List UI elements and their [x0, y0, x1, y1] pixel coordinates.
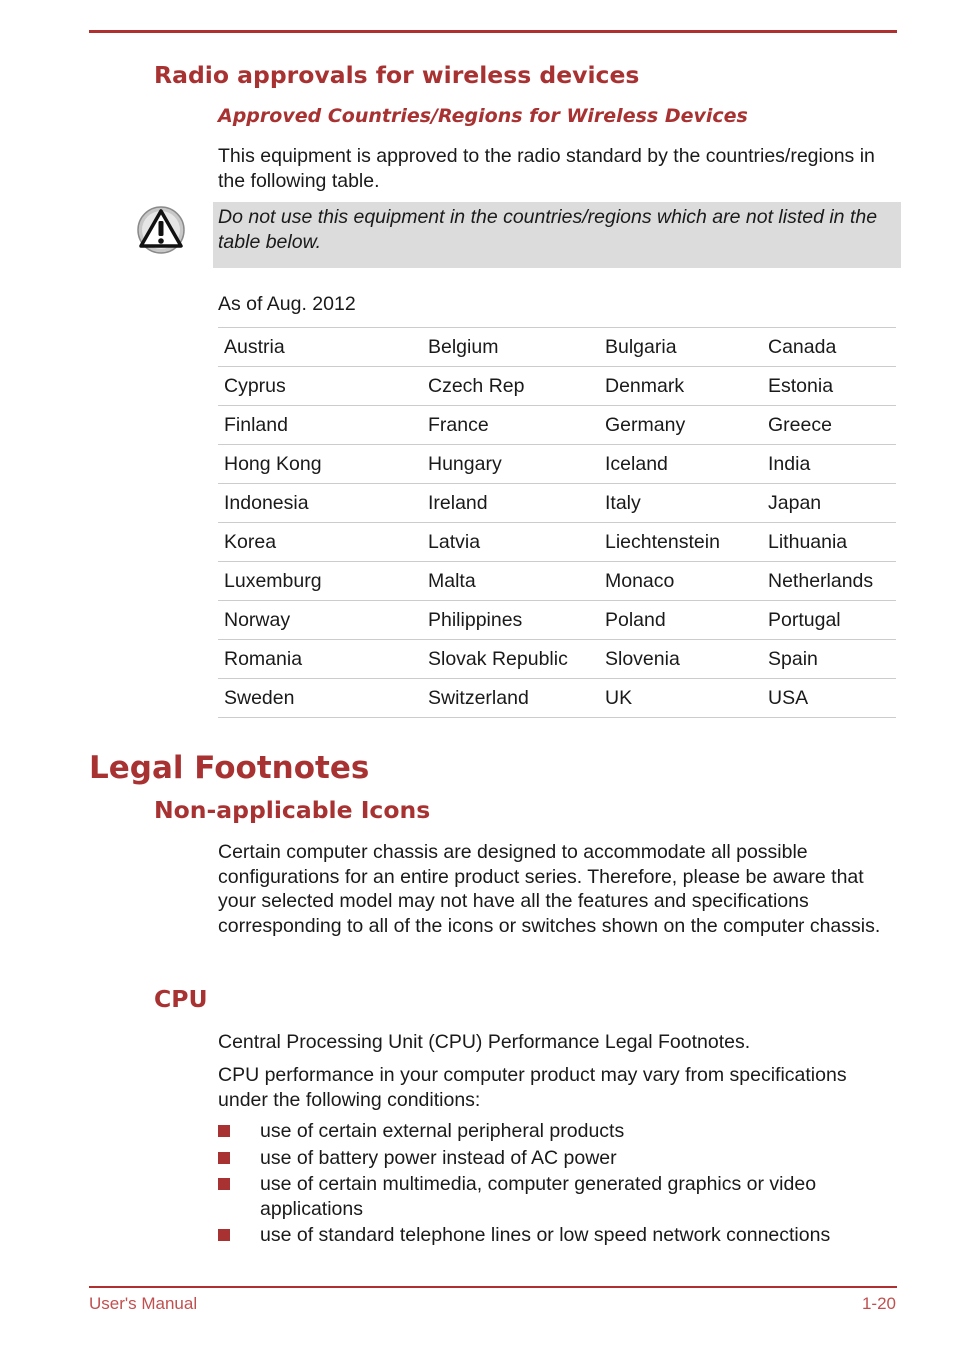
country-cell: Latvia [422, 523, 599, 562]
footer-manual-title: User's Manual [89, 1294, 198, 1313]
table-row [218, 640, 896, 679]
legal-footnotes-heading: Legal Footnotes [89, 750, 370, 786]
table-row [218, 367, 896, 406]
country-cell: Poland [599, 601, 762, 640]
country-cell: Bulgaria [599, 328, 762, 367]
country-cell: Sweden [218, 679, 422, 718]
square-bullet-icon [218, 1152, 230, 1164]
country-cell: France [422, 406, 599, 445]
country-cell: Philippines [422, 601, 599, 640]
country-cell: USA [762, 679, 896, 718]
top-rule [89, 30, 897, 33]
table-row [218, 406, 896, 445]
country-cell: Greece [762, 406, 896, 445]
list-item-text: use of certain external peripheral products [260, 1120, 625, 1142]
country-cell: Korea [218, 523, 422, 562]
list-item-text: use of certain multimedia, computer generated graphics or video applications [260, 1173, 817, 1220]
radio-intro-text: This equipment is approved to the radio standard by the countries/regions in the following table. [218, 145, 875, 192]
country-cell: Lithuania [762, 523, 896, 562]
country-cell: Japan [762, 484, 896, 523]
country-cell: Canada [762, 328, 896, 367]
country-cell: Luxemburg [218, 562, 422, 601]
table-row [218, 601, 896, 640]
footer-page-number: 1-20 [861, 1294, 896, 1313]
as-of-date: As of Aug. 2012 [218, 293, 356, 315]
approved-countries-subheading: Approved Countries/Regions for Wireless Devices [218, 105, 748, 127]
cpu-intro-text: Central Processing Unit (CPU) Performance Legal Footnotes. [218, 1031, 751, 1053]
country-cell: Switzerland [422, 679, 599, 718]
cpu-conditions-text: CPU performance in your computer product may vary from specifications under the following conditions: [218, 1064, 847, 1111]
warning-note-box [213, 202, 901, 268]
table-row [218, 445, 896, 484]
table-row [218, 328, 896, 367]
table-row [218, 679, 896, 718]
country-cell: Hungary [422, 445, 599, 484]
non-applicable-icons-text: Certain computer chassis are designed to accommodate all possible configurations for an entire product series. Therefore, please be aware that your selected model may not have all the features and specifications corresponding to all of the icons or switches shown on the computer chassis. [218, 841, 881, 937]
list-item [218, 1223, 898, 1248]
country-cell: Iceland [599, 445, 762, 484]
country-cell: Slovak Republic [422, 640, 599, 679]
list-item-text: use of battery power instead of AC power [260, 1146, 617, 1169]
country-cell: Estonia [762, 367, 896, 406]
country-cell: Spain [762, 640, 896, 679]
country-cell: UK [599, 679, 762, 718]
country-cell: Indonesia [218, 484, 422, 523]
warning-triangle-icon [136, 205, 186, 255]
country-cell: Netherlands [762, 562, 896, 601]
warning-note-text: Do not use this equipment in the countries/regions which are not listed in the table below. [218, 206, 878, 253]
cpu-conditions-list [218, 1119, 898, 1250]
country-cell: Liechtenstein [599, 523, 762, 562]
approved-countries-table [218, 327, 896, 718]
country-cell: Germany [599, 406, 762, 445]
cpu-heading: CPU [154, 985, 208, 1013]
country-cell: Romania [218, 640, 422, 679]
country-cell: Malta [422, 562, 599, 601]
country-cell: Slovenia [599, 640, 762, 679]
table-row [218, 523, 896, 562]
list-item [218, 1146, 898, 1171]
country-cell: India [762, 445, 896, 484]
square-bullet-icon [218, 1229, 230, 1241]
list-item [218, 1172, 898, 1221]
country-cell: Ireland [422, 484, 599, 523]
square-bullet-icon [218, 1178, 230, 1190]
country-cell: Portugal [762, 601, 896, 640]
table-row [218, 562, 896, 601]
country-cell: Czech Rep [422, 367, 599, 406]
country-cell: Belgium [422, 328, 599, 367]
square-bullet-icon [218, 1125, 230, 1137]
country-cell: Denmark [599, 367, 762, 406]
country-cell: Monaco [599, 562, 762, 601]
country-cell: Norway [218, 601, 422, 640]
table-row [218, 484, 896, 523]
country-cell: Austria [218, 328, 422, 367]
non-applicable-icons-heading: Non-applicable Icons [154, 796, 431, 824]
list-item-text: use of standard telephone lines or low speed network connections [260, 1224, 831, 1246]
country-cell: Hong Kong [218, 445, 422, 484]
radio-approvals-heading: Radio approvals for wireless devices [154, 61, 640, 89]
bottom-rule [89, 1286, 897, 1288]
country-cell: Italy [599, 484, 762, 523]
country-cell: Cyprus [218, 367, 422, 406]
country-cell: Finland [218, 406, 422, 445]
list-item [218, 1119, 898, 1144]
